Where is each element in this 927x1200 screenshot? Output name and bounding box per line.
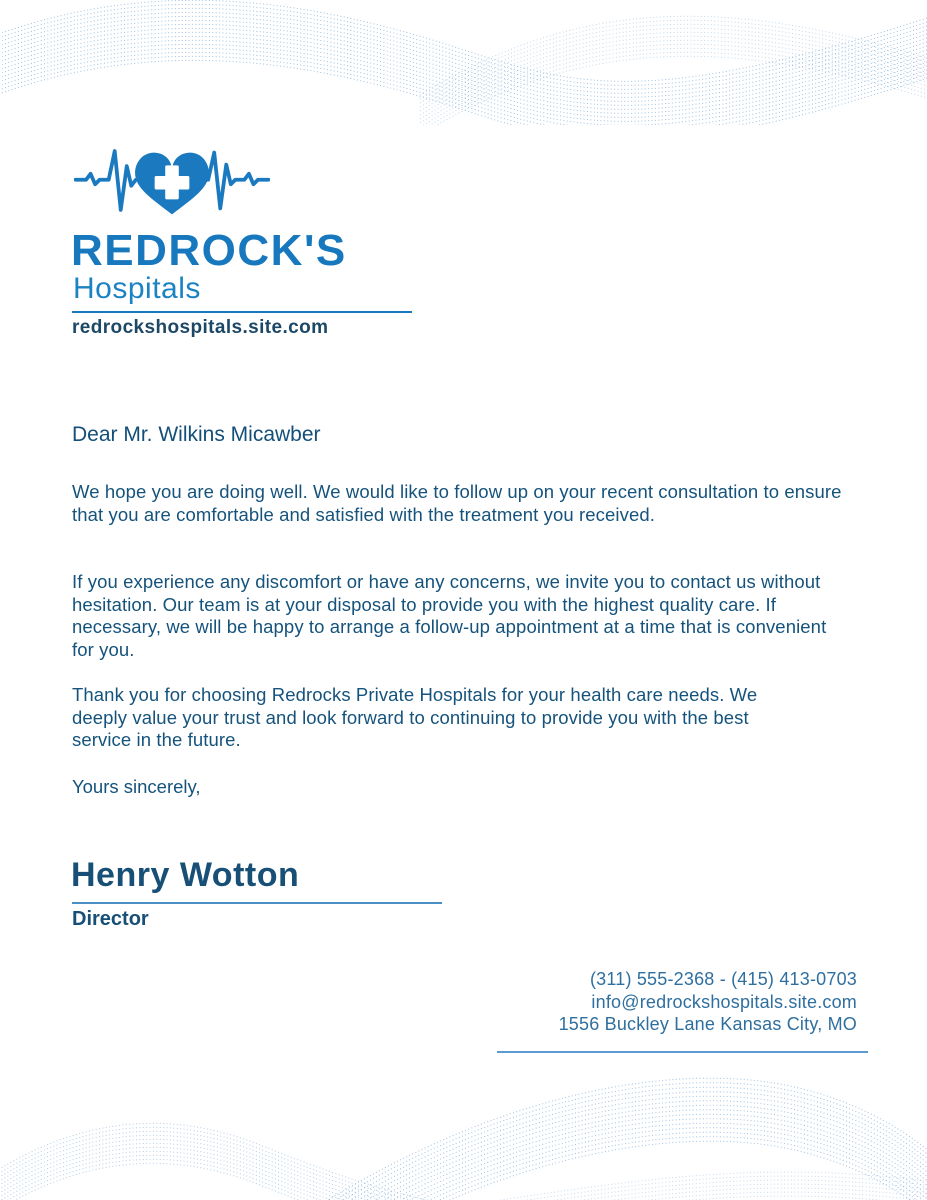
signature-divider xyxy=(72,902,442,904)
letter-paragraph: Thank you for choosing Redrocks Private Hospitals for your health care needs. We deeply value your trust and look forward to continuing to provide you with the best service in the future. xyxy=(72,684,758,750)
contact-phone: (311) 555-2368 - (415) 413-0703 xyxy=(589,969,857,989)
signature-title: Director xyxy=(72,908,149,930)
brand-divider xyxy=(72,311,412,313)
heartbeat-heart-cross-icon xyxy=(74,138,270,226)
brand-website: redrockshospitals.site.com xyxy=(72,317,329,338)
contact-email: info@redrockshospitals.site.com xyxy=(591,991,857,1012)
signature-name: Henry Wotton xyxy=(71,856,300,894)
contact-divider xyxy=(497,1051,868,1053)
letter-paragraph: We hope you are doing well. We would like to follow up on your recent consultation to ensure that you are comfortable and satisfied with the treatment you received. xyxy=(72,481,842,525)
top-wave-decoration xyxy=(0,0,927,125)
brand-subtitle: Hospitals xyxy=(73,272,201,305)
greeting: Dear Mr. Wilkins Micawber xyxy=(72,423,321,446)
contact-address: 1556 Buckley Lane Kansas City, MO xyxy=(558,1014,857,1034)
brand-name: REDROCK'S xyxy=(71,226,347,275)
bottom-wave-decoration xyxy=(0,1065,927,1200)
letter-paragraph: If you experience any discomfort or have any concerns, we invite you to contact us without hesitation. Our team is at your disposal to provide you with the highest quality care. If necessary, we will be happy to arrange a follow-up appointment at a time that is convenient for you. xyxy=(72,571,827,660)
closing-line: Yours sincerely, xyxy=(72,776,201,797)
contact-block xyxy=(559,968,857,1036)
